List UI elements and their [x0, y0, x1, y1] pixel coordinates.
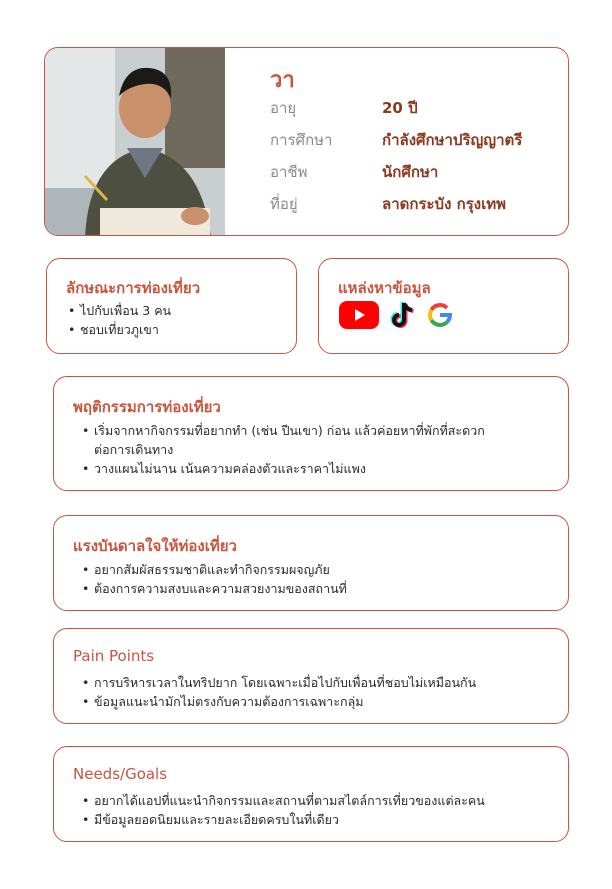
source-icons: [339, 300, 453, 334]
list-item: • ชอบเที่ยวภูเขา: [66, 320, 171, 339]
card-title: Needs/Goals: [73, 765, 168, 783]
address-label: ที่อยู่: [270, 195, 298, 213]
google-icon: [427, 302, 453, 332]
persona-name: วา: [270, 68, 295, 93]
age-value: 20 ปี: [382, 99, 418, 117]
list-item: • วางแผนไม่นาน เน้นความคล่องตัวและราคาไม่แพง: [80, 459, 550, 478]
card-title: ลักษณะการท่องเที่ยว: [66, 279, 201, 297]
profile-photo: [45, 48, 225, 236]
age-label: อายุ: [270, 99, 297, 117]
behavior-list: [80, 421, 550, 478]
list-item: • มีข้อมูลยอดนิยมและรายละเอียดครบในที่เดียว: [80, 810, 550, 829]
card-title: พฤติกรรมการท่องเที่ยว: [73, 398, 221, 416]
card-title: แหล่งหาข้อมูล: [338, 279, 431, 297]
youtube-icon: [339, 301, 379, 333]
list-item: • การบริหารเวลาในทริปยาก โดยเฉพาะเมื่อไปกับเพื่อนที่ชอบไม่เหมือนกัน: [80, 673, 550, 692]
card-title: แรงบันดาลใจให้ท่องเที่ยว: [73, 537, 237, 555]
pain-points-card: [53, 628, 569, 724]
education-label: การศึกษา: [270, 131, 333, 149]
travel-behavior-card: [53, 376, 569, 491]
motivation-card: [53, 515, 569, 611]
list-item: • ไปกับเพื่อน 3 คน: [66, 301, 171, 320]
pain-list: [80, 673, 550, 711]
needs-goals-card: [53, 746, 569, 842]
needs-list: [80, 791, 550, 829]
occupation-label: อาชีพ: [270, 163, 308, 181]
occupation-value: นักศึกษา: [382, 163, 439, 181]
info-sources-card: [318, 258, 569, 354]
trait-list: [66, 301, 171, 339]
list-item: • ข้อมูลแนะนำมักไม่ตรงกับความต้องการเฉพาะกลุ่ม: [80, 692, 550, 711]
list-item: • เริ่มจากหากิจกรรมที่อยากทำ (เช่น ปีนเขา) ก่อน แล้วค่อยหาที่พักที่สะดวกต่อการเดินทาง: [80, 421, 500, 459]
list-item: • อยากได้แอปที่แนะนำกิจกรรมและสถานที่ตามสไตล์การเที่ยวของแต่ละคน: [80, 791, 550, 810]
address-value: ลาดกระบัง กรุงเทพ: [382, 195, 506, 213]
list-item: • อยากสัมผัสธรรมชาติและทำกิจกรรมผจญภัย: [80, 560, 550, 579]
travel-traits-card: [46, 258, 297, 354]
tiktok-icon: [389, 300, 417, 334]
card-title: Pain Points: [73, 647, 155, 665]
motivation-list: [80, 560, 550, 598]
profile-card: [44, 47, 569, 236]
list-item: • ต้องการความสงบและความสวยงามของสถานที่: [80, 579, 550, 598]
education-value: กำลังศึกษาปริญญาตรี: [382, 131, 523, 149]
